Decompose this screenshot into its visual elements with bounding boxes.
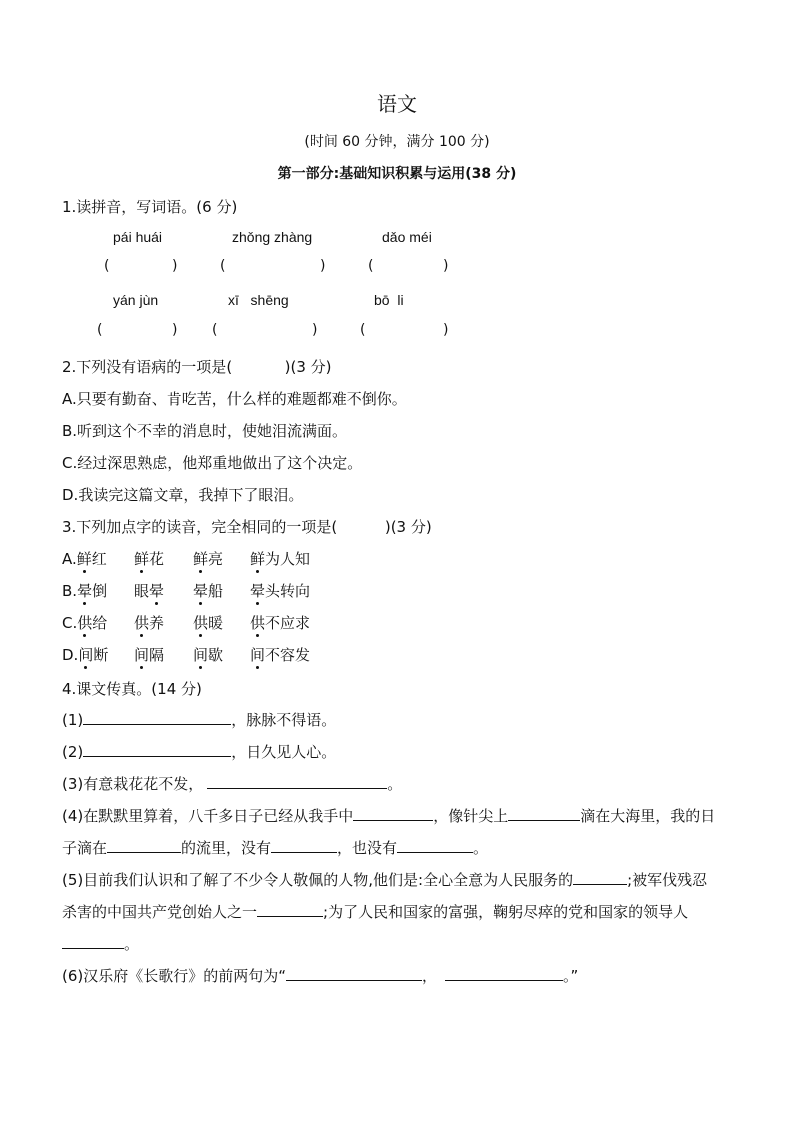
answer-box-5-open: ( [212,322,218,338]
answer-box-3-open: ( [368,258,374,274]
word-suffix: 养 [149,614,165,632]
fill-blank[interactable] [573,870,627,885]
section-heading: 第一部分:基础知识积累与运用(38 分) [277,166,517,182]
pinyin-3: dǎo méi [382,229,432,245]
dotted-character: 供 [250,614,266,632]
question-3-option-d-word-2 [134,644,164,665]
item-text: ;为了人民和国家的富强，鞠躬尽瘁的党和国家的领导人 [323,903,689,921]
question-3-option-d-word-3 [193,644,223,665]
item-text: ， [422,967,438,985]
item-text: (4)在默默里算着，八千多日子已经从我手中 [62,807,354,825]
question-4-item-4-line-1 [62,805,715,826]
question-3-option-c-word-1 [62,612,107,633]
answer-box-2-open: ( [220,258,226,274]
answer-box-5-close: ) [312,322,318,338]
question-4-item-1 [62,709,336,730]
question-3-option-a-word-2 [134,548,164,569]
pinyin-1: pái huái [113,229,163,245]
question-3-stem: 3.下列加点字的读音，完全相同的一项是( )(3 分) [62,518,432,536]
pinyin-5: xī shēng [228,292,289,308]
question-3-option-b-word-4 [250,580,310,601]
question-3-option-d-word-1 [62,644,108,665]
dotted-character: 间 [78,646,94,664]
answer-box-6-open: ( [360,322,366,338]
question-3-option-a-word-1 [62,548,107,569]
word-suffix: 断 [93,646,109,664]
answer-box-1-open: ( [104,258,110,274]
answer-box-4-close: ) [172,322,178,338]
word-prefix: 眼 [134,582,150,600]
fill-blank[interactable] [286,966,422,981]
question-4-item-2 [62,741,336,762]
fill-blank[interactable] [257,902,323,917]
question-3-option-c-word-4 [250,612,310,633]
item-text: 杀害的中国共产党创始人之一 [62,903,258,921]
fill-blank[interactable] [353,806,433,821]
question-4-item-5-line-1 [62,869,707,890]
question-3-option-d-word-4 [250,644,310,665]
fill-blank[interactable] [83,710,231,725]
word-suffix: 亮 [208,550,224,568]
dotted-character: 晕 [250,582,266,600]
fill-blank[interactable] [207,774,387,789]
item-text: 。 [387,775,403,793]
fill-blank[interactable] [107,838,181,853]
question-3-option-b-word-1 [62,580,107,601]
dotted-character: 晕 [193,582,209,600]
item-text: (3)有意栽花花不发， [62,775,204,793]
item-text: ，也没有 [337,839,398,857]
item-text: 的流里，没有 [181,839,272,857]
fill-blank[interactable] [397,838,473,853]
question-3-option-c-word-3 [193,612,223,633]
item-text: ，脉脉不得语。 [231,711,337,729]
question-2-option-b: B.听到这个不幸的消息时，使她泪流满面。 [62,422,348,440]
question-4-item-6 [62,965,578,986]
question-2-option-c: C.经过深思熟虑，他郑重地做出了这个决定。 [62,454,363,472]
dotted-character: 鲜 [193,550,209,568]
word-suffix: 头转向 [265,582,311,600]
answer-box-4-open: ( [97,322,103,338]
dotted-character: 晕 [77,582,93,600]
option-label: C. [62,614,78,632]
word-suffix: 给 [92,614,108,632]
question-2-option-a: A.只要有勤奋、肯吃苦，什么样的难题都难不倒你。 [62,390,407,408]
word-suffix: 暖 [208,614,224,632]
dotted-character: 供 [134,614,150,632]
option-label: A. [62,550,77,568]
pinyin-6: bō li [374,292,404,308]
item-text: (6)汉乐府《长歌行》的前两句为“ [62,967,287,985]
question-4-item-4-line-2 [62,837,488,858]
question-2-stem: 2.下列没有语病的一项是( )(3 分) [62,358,332,376]
dotted-character: 间 [134,646,150,664]
word-suffix: 不容发 [265,646,311,664]
item-text: (5)目前我们认识和了解了不少令人敬佩的人物,他们是:全心全意为人民服务的 [62,871,574,889]
word-suffix: 花 [149,550,165,568]
item-text: 。 [473,839,489,857]
page-title: 语文 [377,92,417,116]
pinyin-2: zhǒng zhàng [232,229,313,245]
question-3-option-b-word-2 [134,580,164,601]
item-text: ，日久见人心。 [231,743,337,761]
answer-box-1-close: ) [172,258,178,274]
word-suffix: 为人知 [265,550,311,568]
question-3-option-a-word-3 [193,548,223,569]
dotted-character: 供 [193,614,209,632]
word-suffix: 不应求 [265,614,311,632]
question-4-item-5-line-3 [62,933,139,954]
item-number: (1) [62,711,84,729]
pinyin-4: yán jùn [113,292,159,308]
item-text: ;被军伐残忍 [627,871,708,889]
answer-box-2-close: ) [320,258,326,274]
dotted-character: 晕 [149,582,165,600]
item-text: ，像针尖上 [433,807,509,825]
fill-blank[interactable] [83,742,231,757]
fill-blank[interactable] [62,934,124,949]
item-number: (2) [62,743,84,761]
word-suffix: 红 [91,550,107,568]
exam-info: (时间 60 分钟，满分 100 分) [304,134,490,150]
item-text: 。” [563,967,579,985]
word-suffix: 歇 [208,646,224,664]
question-2-option-d: D.我读完这篇文章，我掉下了眼泪。 [62,486,304,504]
question-3-option-b-word-3 [193,580,223,601]
option-label: D. [62,646,79,664]
dotted-character: 鲜 [134,550,150,568]
option-label: B. [62,582,78,600]
item-text: 子滴在 [62,839,108,857]
item-text: 滴在大海里，我的日 [580,807,716,825]
question-3-option-c-word-2 [134,612,164,633]
item-text: 。 [124,935,140,953]
question-4-item-5-line-2 [62,901,688,922]
fill-blank[interactable] [271,838,337,853]
word-suffix: 倒 [92,582,108,600]
word-suffix: 船 [208,582,224,600]
question-3-option-a-word-4 [250,548,310,569]
fill-blank[interactable] [508,806,580,821]
answer-box-6-close: ) [443,322,449,338]
question-1-stem: 1.读拼音，写词语。(6 分) [62,198,238,216]
fill-blank[interactable] [445,966,563,981]
question-4-stem: 4.课文传真。(14 分) [62,680,202,698]
word-suffix: 隔 [149,646,165,664]
dotted-character: 间 [250,646,266,664]
question-4-item-3 [62,773,402,794]
answer-box-3-close: ) [443,258,449,274]
dotted-character: 鲜 [76,550,92,568]
dotted-character: 鲜 [250,550,266,568]
dotted-character: 供 [77,614,93,632]
dotted-character: 间 [193,646,209,664]
